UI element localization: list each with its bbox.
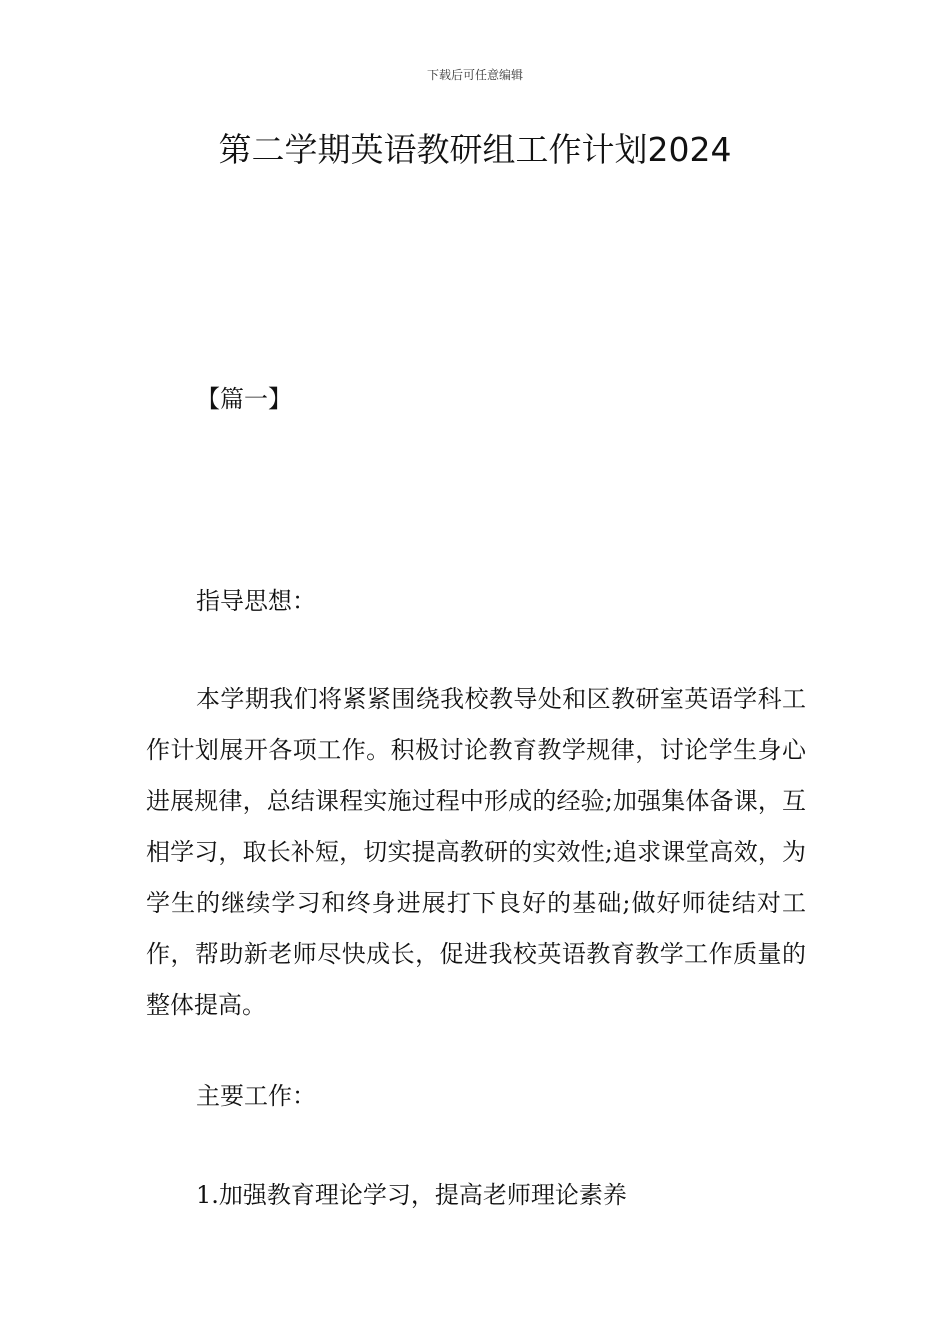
guiding-body-paragraph: 本学期我们将紧紧围绕我校教导处和区教研室英语学科工作计划展开各项工作。积极讨论教育教学规律，讨论学生身心进展规律，总结课程实施过程中形成的经验;加强集体备课，互相学习，取长补短，切实提高教研的实效性;追求课堂高效，为学生的继续学习和终身进展打下良好的基础;做好师徒结对工作，帮助新老师尽快成长，促进我校英语教育教学工作质量的整体提高。 (146, 685, 806, 1019)
work-item-1: 1.加强教育理论学习，提高老师理论素养 (196, 1181, 627, 1209)
guiding-heading: 指导思想： (196, 587, 316, 615)
document-title: 第二学期英语教研组工作计划2024 (218, 130, 732, 169)
header-note: 下载后可任意编辑 (426, 68, 523, 82)
section-mark: 【篇一】 (196, 385, 292, 413)
main-work-heading: 主要工作： (196, 1082, 316, 1110)
